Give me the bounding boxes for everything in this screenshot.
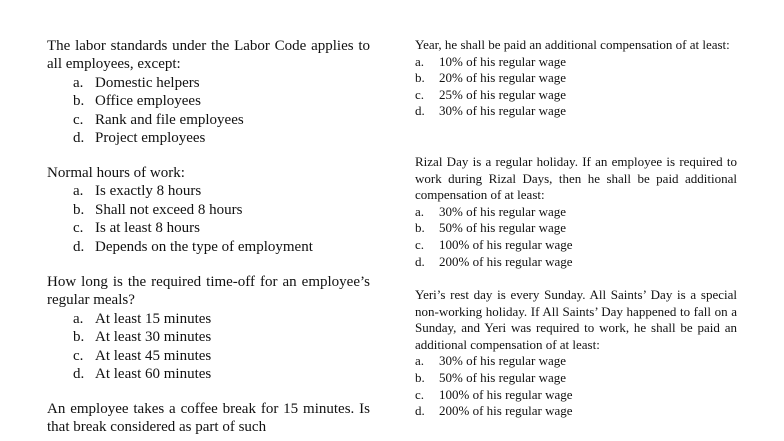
choice-letter: a. <box>73 310 84 327</box>
question-block <box>47 400 370 441</box>
choice-text: 25% of his regular wage <box>439 86 567 102</box>
choice-item <box>415 353 737 370</box>
choice-item <box>47 129 370 147</box>
choice-item <box>415 204 737 221</box>
question-stem: Normal hours of work: <box>47 165 185 181</box>
choice-item <box>47 219 370 237</box>
choice-list <box>415 54 737 120</box>
choice-text: Project employees <box>95 130 206 147</box>
choice-letter: d. <box>415 253 425 269</box>
choice-text: Depends on the type of employment <box>95 238 313 255</box>
choice-text: Is at least 8 hours <box>95 220 200 237</box>
choice-letter: b. <box>415 220 425 236</box>
choice-letter: c. <box>73 111 84 128</box>
choice-text: At least 30 minutes <box>95 329 212 346</box>
choice-item <box>415 370 737 387</box>
choice-letter: c. <box>73 347 84 364</box>
choice-text: Office employees <box>95 93 201 110</box>
choice-item <box>47 201 370 219</box>
choice-letter: a. <box>73 74 84 91</box>
choice-text: At least 15 minutes <box>95 310 212 327</box>
choice-item <box>415 387 737 404</box>
choice-letter: d. <box>73 130 85 147</box>
choice-letter: a. <box>415 353 425 369</box>
choice-text: At least 45 minutes <box>95 347 212 364</box>
choice-text: Rank and file employees <box>95 111 244 128</box>
choice-item <box>415 87 737 104</box>
choice-text: 20% of his regular wage <box>439 70 567 86</box>
question-block <box>47 164 370 256</box>
choice-text: 50% of his regular wage <box>439 220 567 236</box>
choice-list <box>415 204 737 270</box>
choice-letter: a. <box>73 183 84 200</box>
choice-item <box>47 238 370 256</box>
choice-letter: d. <box>415 103 425 119</box>
choice-list <box>47 74 370 148</box>
choice-item <box>47 92 370 110</box>
choice-text: Is exactly 8 hours <box>95 183 202 200</box>
choice-item <box>415 103 737 120</box>
choice-text: Domestic helpers <box>95 74 200 91</box>
choice-text: At least 60 minutes <box>95 366 212 383</box>
choice-letter: a. <box>415 53 425 69</box>
choice-letter: b. <box>415 369 425 385</box>
choice-letter: b. <box>415 70 425 86</box>
question-stem: Year, he shall be paid an additional compensation of at least: <box>415 37 730 52</box>
question-block <box>415 154 737 270</box>
choice-item <box>47 328 370 346</box>
choice-letter: b. <box>73 93 85 110</box>
choice-item <box>415 220 737 237</box>
question-block <box>47 273 370 383</box>
choice-letter: c. <box>415 86 425 102</box>
choice-letter: a. <box>415 203 425 219</box>
question-stem: An employee takes a coffee break for 15 minutes. Is that break considered as part of such <box>47 401 370 436</box>
choice-item <box>47 310 370 328</box>
choice-text: 200% of his regular wage <box>439 253 573 269</box>
choice-letter: d. <box>73 366 85 383</box>
choice-text: 10% of his regular wage <box>439 53 567 69</box>
choice-item <box>47 365 370 383</box>
choice-item <box>47 347 370 365</box>
choice-item <box>415 403 737 420</box>
choice-text: 30% of his regular wage <box>439 103 567 119</box>
choice-letter: b. <box>73 329 85 346</box>
question-stem: Rizal Day is a regular holiday. If an employee is required to work during Rizal Days, then he shall be paid additional compensation of at least: <box>415 154 737 203</box>
choice-letter: c. <box>415 236 425 252</box>
choice-text: Shall not exceed 8 hours <box>95 201 243 218</box>
choice-text: 200% of his regular wage <box>439 403 573 419</box>
choice-list <box>47 310 370 384</box>
choice-item <box>415 54 737 71</box>
choice-item <box>47 111 370 129</box>
choice-list <box>415 353 737 419</box>
choice-item <box>415 70 737 87</box>
choice-letter: d. <box>415 403 425 419</box>
choice-letter: b. <box>73 201 85 218</box>
choice-text: 100% of his regular wage <box>439 236 573 252</box>
choice-item <box>47 182 370 200</box>
choice-text: 30% of his regular wage <box>439 353 567 369</box>
choice-item <box>415 237 737 254</box>
choice-list <box>47 182 370 256</box>
question-block <box>415 287 737 420</box>
question-block <box>415 37 737 120</box>
choice-item <box>415 254 737 271</box>
choice-letter: c. <box>415 386 425 402</box>
question-stem: How long is the required time-off for an employee’s regular meals? <box>47 274 370 309</box>
choice-text: 30% of his regular wage <box>439 203 567 219</box>
choice-text: 50% of his regular wage <box>439 369 567 385</box>
choice-text: 100% of his regular wage <box>439 386 573 402</box>
choice-letter: d. <box>73 238 85 255</box>
choice-letter: c. <box>73 220 84 237</box>
question-stem: The labor standards under the Labor Code applies to all employees, except: <box>47 38 370 73</box>
question-block <box>47 37 370 147</box>
question-stem: Yeri’s rest day is every Sunday. All Saints’ Day is a special non-working holiday. If All Saints’ Day happened to fall on a Sunday, and Yeri was required to work, he shall be paid an additional compensation of at least: <box>415 287 737 352</box>
choice-item <box>47 74 370 92</box>
